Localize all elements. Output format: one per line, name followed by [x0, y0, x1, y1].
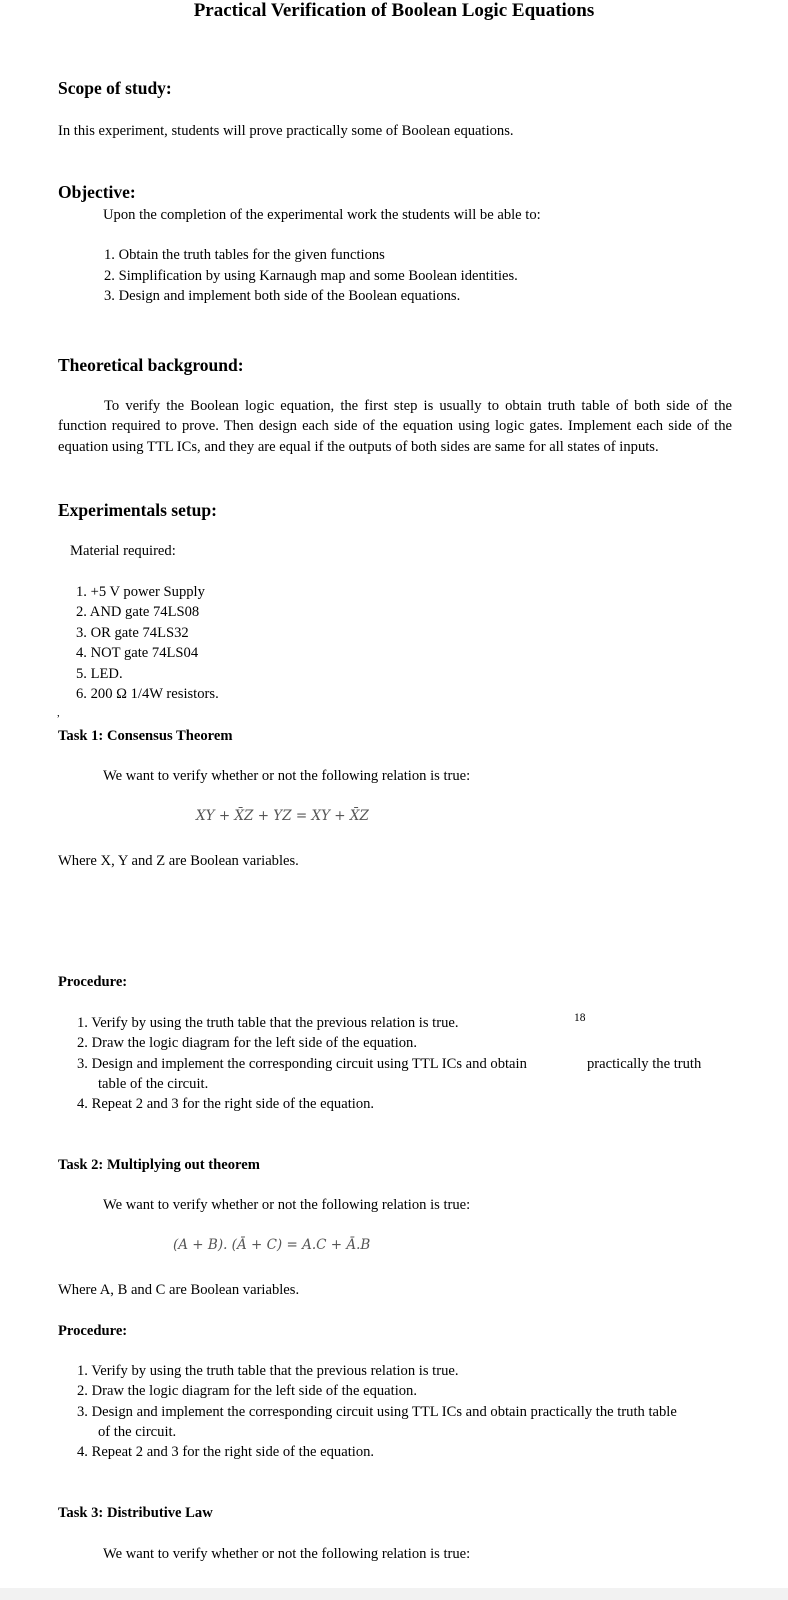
page-number: 18 — [574, 1012, 586, 1024]
task2-equation: (A + B). (Ā + C) = A.C + Ā.B — [173, 1237, 371, 1253]
material-item-6: 6. 200 Ω 1/4W resistors. — [76, 686, 219, 702]
material-item-3: 3. OR gate 74LS32 — [76, 625, 189, 641]
task1-step-4: 4. Repeat 2 and 3 for the right side of the equation. — [77, 1096, 375, 1112]
task3-intro: We want to verify whether or not the following relation is true: — [103, 1546, 471, 1562]
task2-procedure-heading: Procedure: — [58, 1323, 128, 1339]
task1-step-1: 1. Verify by using the truth table that the previous relation is true. — [77, 1015, 459, 1031]
task2-where: Where A, B and C are Boolean variables. — [58, 1282, 300, 1298]
task1-heading: Task 1: Consensus Theorem — [58, 728, 233, 744]
theory-heading: Theoretical background: — [58, 355, 244, 375]
material-item-1: 1. +5 V power Supply — [76, 584, 205, 600]
task1-step-3-wrap: table of the circuit. — [98, 1076, 209, 1092]
setup-heading: Experimentals setup: — [58, 500, 217, 520]
task2-step-3-wrap: of the circuit. — [98, 1424, 177, 1440]
task1-step-3-cont: practically the truth — [587, 1056, 702, 1072]
stray-mark: , — [57, 707, 60, 719]
scope-heading: Scope of study: — [58, 78, 172, 98]
task1-procedure-heading: Procedure: — [58, 974, 128, 990]
task1-where: Where X, Y and Z are Boolean variables. — [58, 853, 299, 869]
material-item-4: 4. NOT gate 74LS04 — [76, 645, 199, 661]
scope-text: In this experiment, students will prove practically some of Boolean equations. — [58, 123, 514, 139]
task2-intro: We want to verify whether or not the following relation is true: — [103, 1197, 471, 1213]
material-label: Material required: — [70, 543, 176, 559]
objective-heading: Objective: — [58, 182, 136, 202]
task1-step-3: 3. Design and implement the corresponding circuit using TTL ICs and obtain — [77, 1056, 527, 1072]
objective-item-1: 1. Obtain the truth tables for the given functions — [104, 247, 385, 263]
material-item-5: 5. LED. — [76, 666, 123, 682]
objective-item-2: 2. Simplification by using Karnaugh map and some Boolean identities. — [104, 268, 518, 284]
task1-equation: XY + X̄Z + YZ = XY + X̄Z — [196, 808, 369, 824]
task2-step-3: 3. Design and implement the corresponding circuit using TTL ICs and obtain practically the truth table — [77, 1404, 677, 1420]
page-title: Practical Verification of Boolean Logic Equations — [193, 0, 595, 21]
objective-intro: Upon the completion of the experimental work the students will be able to: — [103, 207, 541, 223]
task2-step-1: 1. Verify by using the truth table that the previous relation is true. — [77, 1363, 459, 1379]
task1-intro: We want to verify whether or not the following relation is true: — [103, 768, 471, 784]
objective-item-3: 3. Design and implement both side of the Boolean equations. — [104, 288, 461, 304]
task2-heading: Task 2: Multiplying out theorem — [58, 1157, 260, 1173]
page-bottom-strip — [0, 1588, 788, 1600]
material-item-2: 2. AND gate 74LS08 — [76, 604, 200, 620]
task1-step-2: 2. Draw the logic diagram for the left side of the equation. — [77, 1035, 418, 1051]
task2-step-2: 2. Draw the logic diagram for the left side of the equation. — [77, 1383, 418, 1399]
theory-text: To verify the Boolean logic equation, the first step is usually to obtain truth table of both side of the function required to prove. Then design each side of the equation using logic gates. Implement each side of the equation using TTL ICs, and they are equal if the outputs of both sides are same for all states of inputs. — [58, 398, 732, 455]
task3-heading: Task 3: Distributive Law — [58, 1505, 213, 1521]
task2-step-4: 4. Repeat 2 and 3 for the right side of the equation. — [77, 1444, 375, 1460]
